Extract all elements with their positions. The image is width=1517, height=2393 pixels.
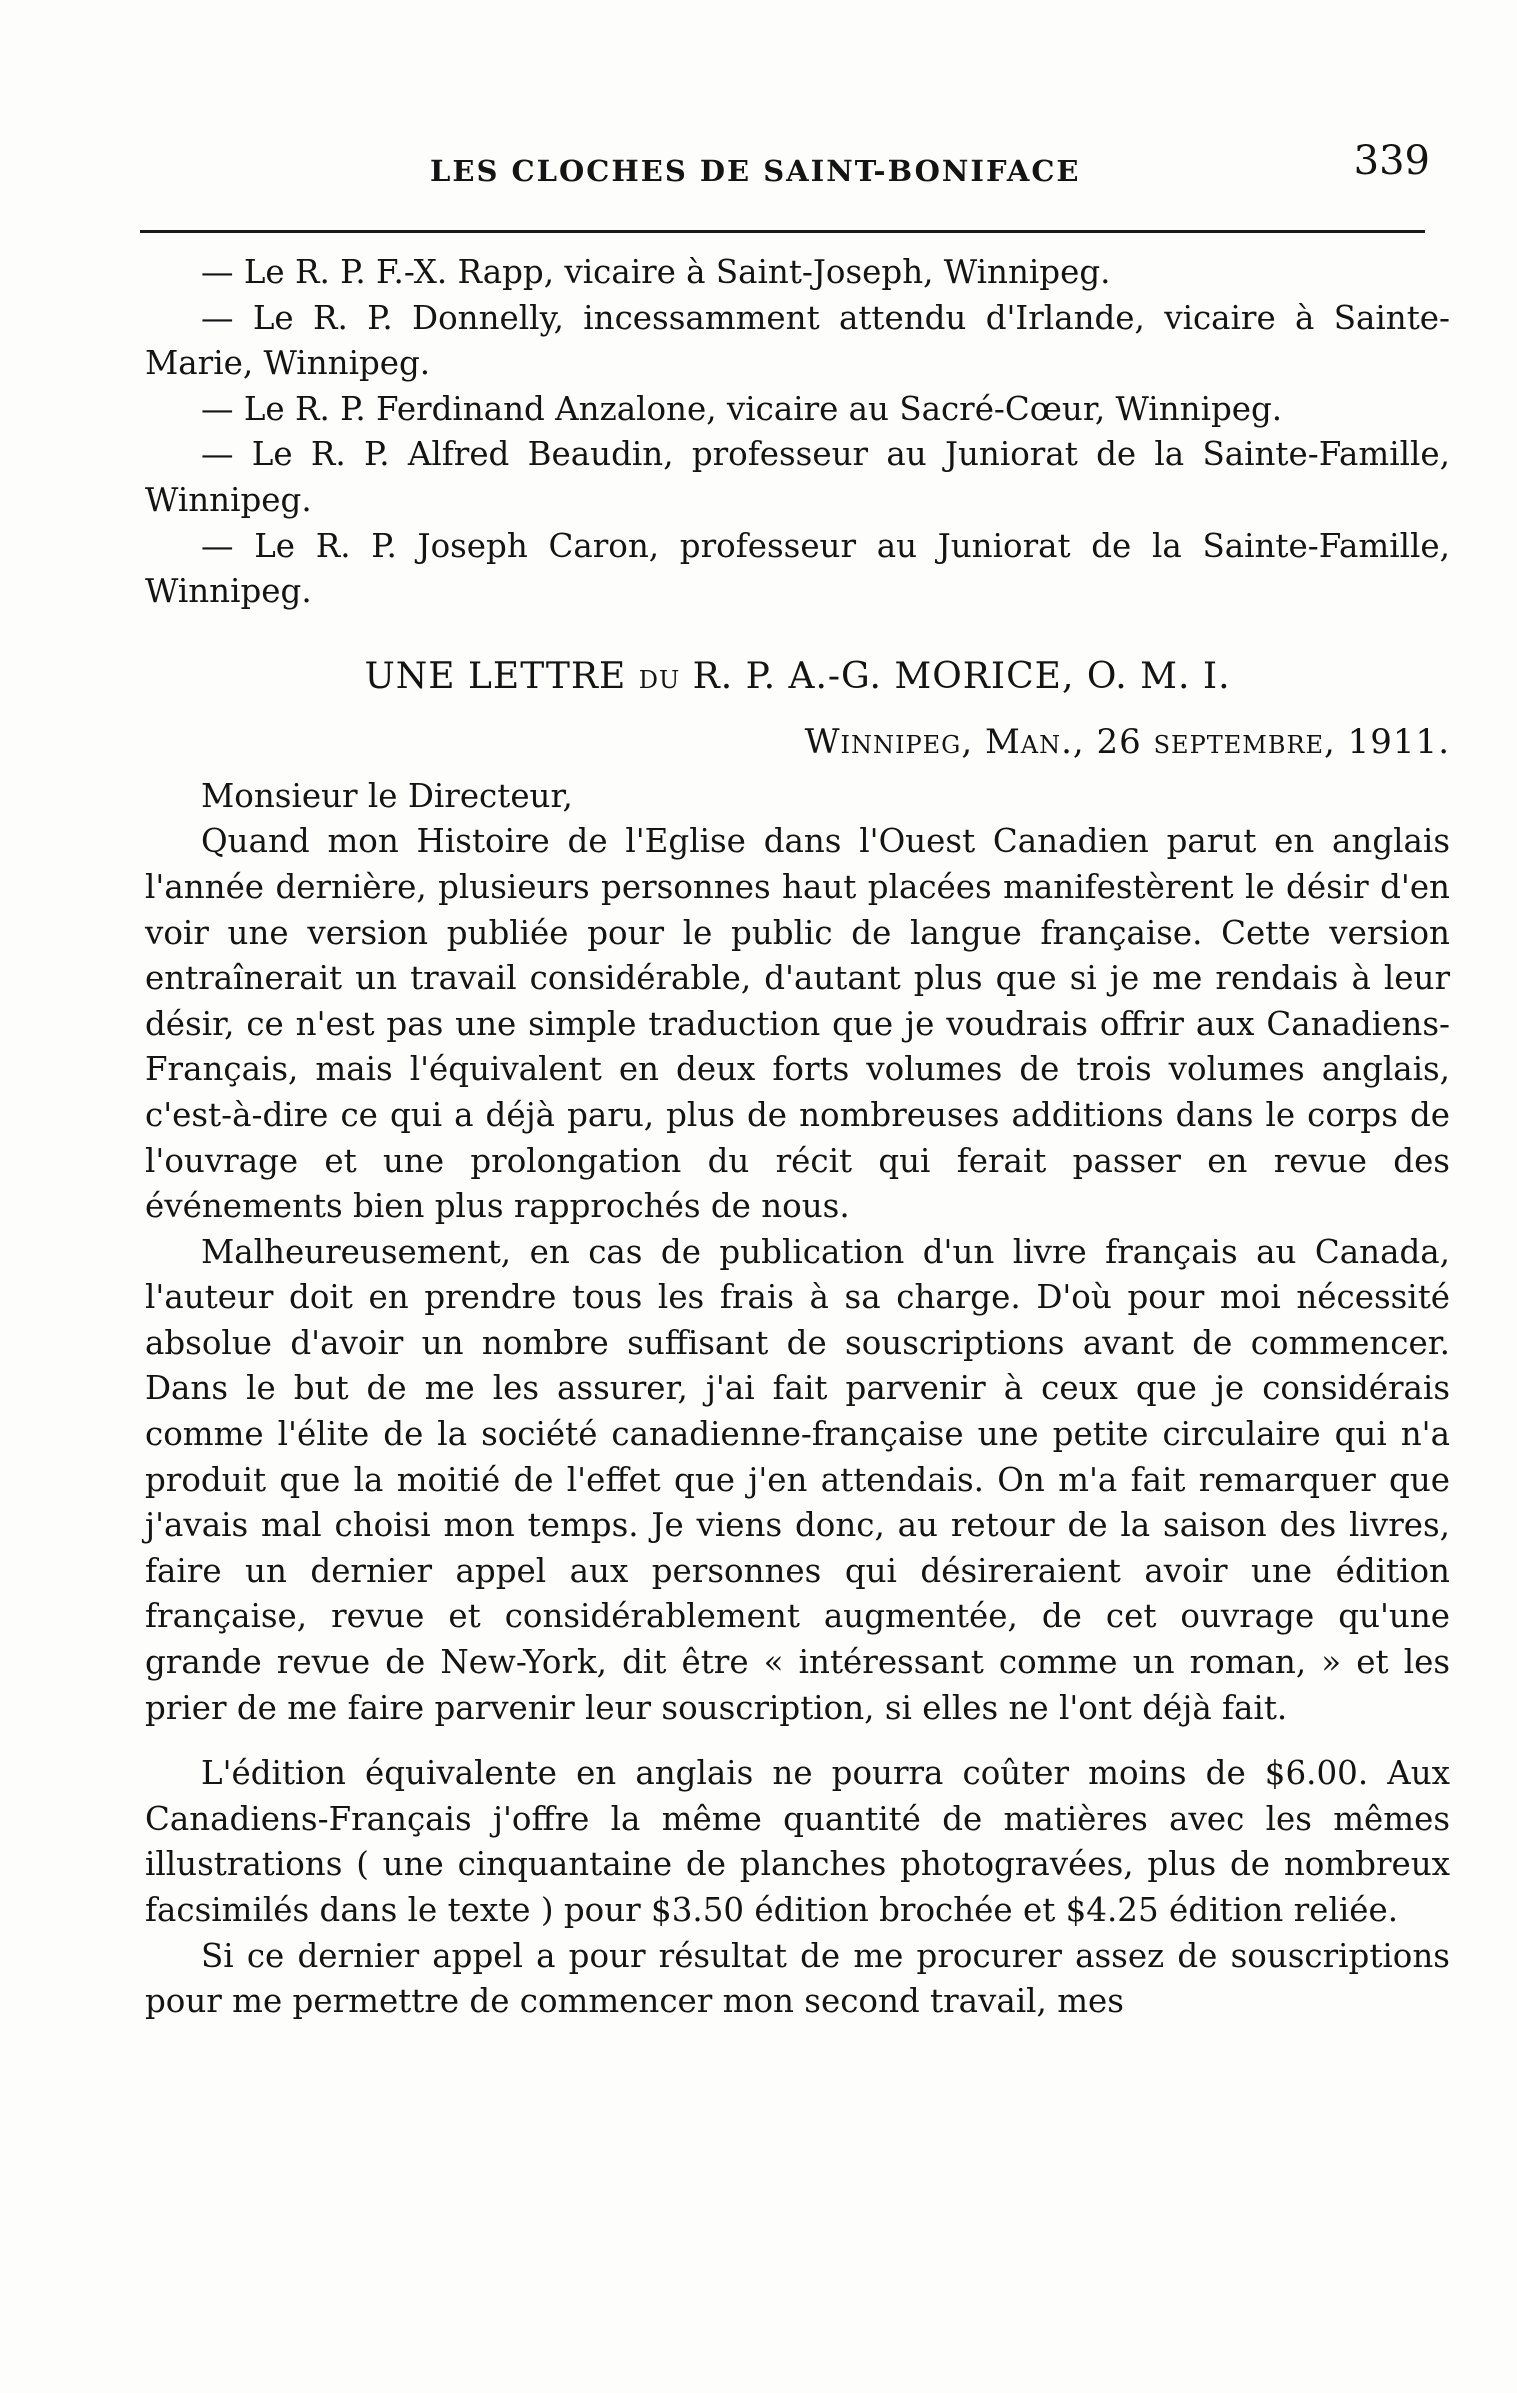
clergy-entry: — Le R. P. F.-X. Rapp, vicaire à Saint-Joseph, Winnipeg. [201,253,1111,291]
letter-heading [145,653,1450,704]
header-rule [140,230,1425,233]
letter-paragraph: Malheureusement, en cas de publication d'un livre français au Canada, l'auteur doit en prendre tous les frais à sa charge. D'où pour moi nécessité absolue d'avoir un nombre suffisant de souscriptions avant de commencer. Dans le but de me les assurer, j'ai fait parvenir à ceux que je considérais comme l'élite de la société canadienne-française une petite circulaire qui n'a produit que la moitié de l'effet que j'en attendais. On m'a fait remarquer que j'avais mal choisi mon temps. Je viens donc, au retour de la saison des livres, faire un dernier appel aux personnes qui désireraient avoir une édition française, revue et considérablement augmentée, de cet ouvrage qu'une grande revue de New-York, dit être « intéressant comme un roman, » et les prier de me faire parvenir leur souscription, si elles ne l'ont déjà fait. [145,1232,1450,1727]
page-number: 339 [1353,138,1430,184]
letter-heading-du: DU [638,665,681,694]
clergy-entry: — Le R. P. Alfred Beaudin, professeur au Juniorat de la Sainte-Famille, Winnipeg. [145,435,1450,519]
clergy-list [145,250,1450,615]
running-head [140,130,1430,190]
letter-paragraph: Si ce dernier appel a pour résultat de me procurer assez de souscriptions pour me permettre de commencer mon second travail, mes [145,1936,1450,2021]
running-title: LES CLOCHES DE SAINT-BONIFACE [430,154,1081,188]
letter-body [145,819,1450,2024]
letter-dateline: Winnipeg, Man., 26 septembre, 1911. [804,721,1450,762]
clergy-entry: — Le R. P. Donnelly, incessamment attendu d'Irlande, vicaire à Sainte-Marie, Winnipeg. [145,298,1450,383]
letter-heading-part1: UNE LETTRE [364,655,639,697]
page-text [145,250,1450,2025]
clergy-entry: — Le R. P. Ferdinand Anzalone, vicaire au Sacré-Cœur, Winnipeg. [201,389,1283,428]
letter-paragraph: Quand mon Histoire de l'Eglise dans l'Ouest Canadien parut en anglais l'année dernière, plusieurs personnes haut placées manifestèrent le désir d'en voir une version publiée pour le public de langue française. Cette version entraînerait un travail considérable, d'autant plus que si je me rendais à leur désir, ce n'est pas une simple traduction que je voudrais offrir aux Canadiens-Français, mais l'équivalent en deux forts volumes de trois volumes anglais, c'est-à-dire ce qui a déjà paru, plus de nombreuses additions dans le corps de l'ouvrage et une prolongation du récit qui ferait passer en revue des événements bien plus rapprochés de nous. [145,822,1450,1226]
letter-paragraph: L'édition équivalente en anglais ne pourra coûter moins de $6.00. Aux Canadiens-Français j'offre la même quantité de matières avec les mêmes illustrations ( une cinquantaine de planches photogravées, plus de nombreux facsimilés dans le texte ) pour $3.50 édition brochée et $4.25 édition reliée. [145,1754,1450,1929]
letter-heading-part2: R. P. A.-G. MORICE, O. M. I. [680,655,1231,697]
letter-salutation: Monsieur le Directeur, [201,776,573,815]
clergy-entry: — Le R. P. Joseph Caron, professeur au Juniorat de la Sainte-Famille, Winnipeg. [145,526,1450,611]
